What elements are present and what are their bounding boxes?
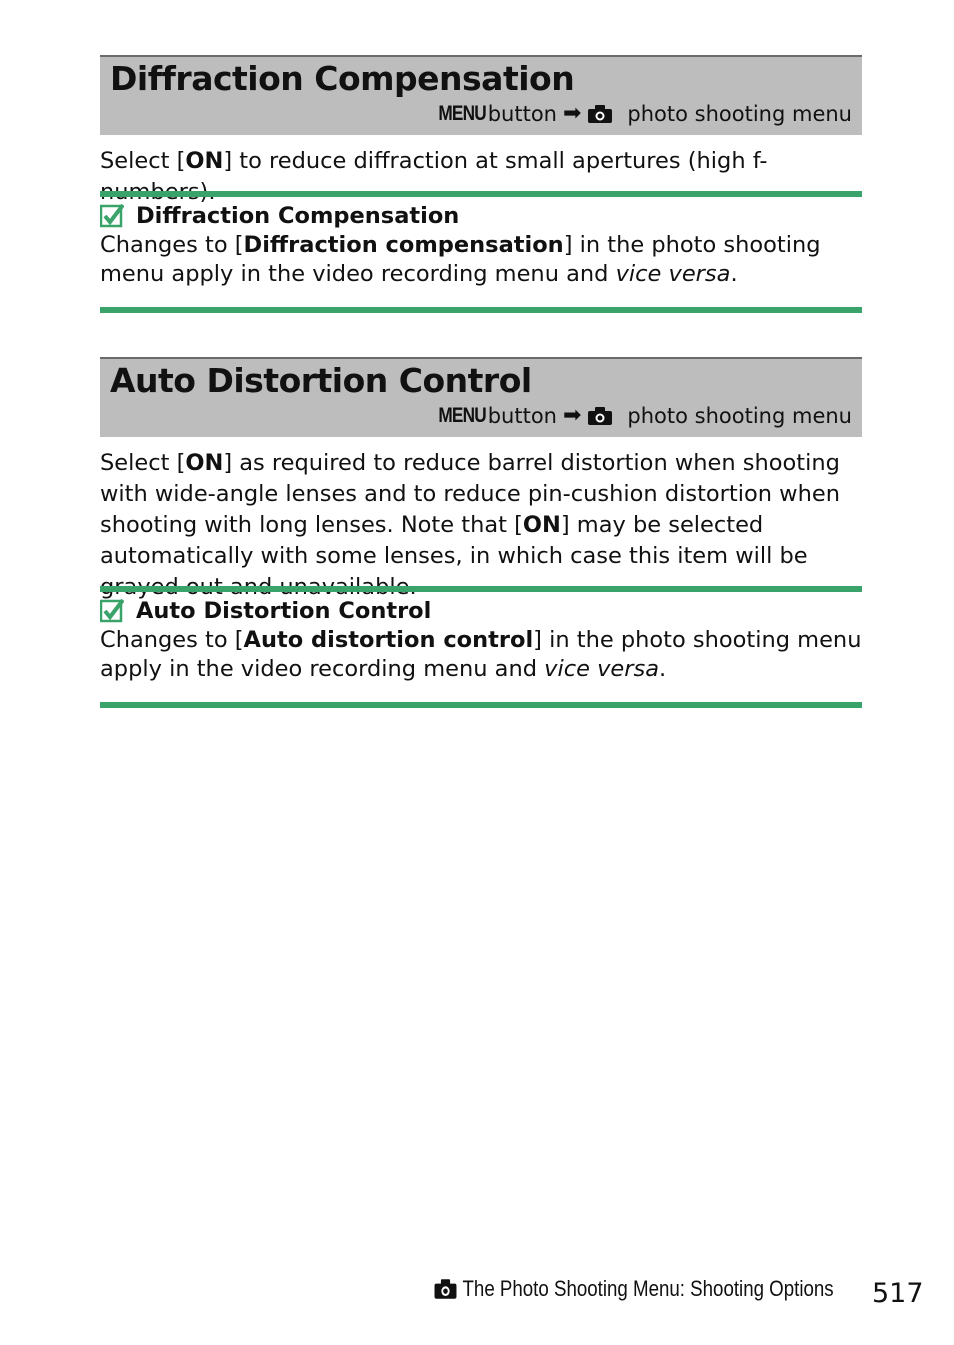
camera-icon	[587, 104, 613, 124]
text-run: ] to reduce diffraction at small apertures (high f-numbers).	[100, 148, 768, 205]
note-text	[100, 626, 870, 684]
note-title-text: Diffraction Compensation	[136, 203, 460, 229]
italic-text: vice versa	[544, 656, 660, 682]
text-run: .	[730, 261, 738, 287]
italic-text: vice versa	[615, 261, 731, 287]
camera-icon	[587, 406, 613, 426]
bold-text: ON	[185, 148, 224, 174]
note-box	[100, 191, 862, 313]
section-header-diffraction	[100, 55, 862, 135]
bold-text: Diffraction compensation	[243, 232, 564, 258]
menu-button-text: button	[487, 403, 557, 428]
footer-chapter	[434, 1276, 834, 1302]
note-title	[100, 598, 431, 624]
chapter-title: The Photo Shooting Menu: Shooting Options	[462, 1276, 834, 1301]
section-body	[100, 448, 870, 603]
note-box	[100, 586, 862, 708]
right-arrow-icon: ➡	[562, 101, 582, 126]
camera-icon	[434, 1278, 458, 1300]
text-run: ] may be selected automatically with some lenses, in which case this item will be grayed out and unavailable.	[100, 512, 808, 600]
text-run: ] in the photo shooting menu apply in the video recording menu and	[100, 627, 862, 682]
menu-button-text: button	[487, 101, 557, 126]
menu-location: photo shooting menu	[627, 101, 852, 126]
bold-text: Auto distortion control	[243, 627, 534, 653]
note-title	[100, 203, 459, 229]
bold-text: ON	[185, 450, 224, 476]
bold-text: ON	[522, 512, 561, 538]
note-text	[100, 231, 870, 289]
right-arrow-icon: ➡	[562, 403, 582, 428]
note-title-text: Auto Distortion Control	[136, 598, 432, 624]
section-header-distortion	[100, 357, 862, 437]
check-icon	[100, 204, 124, 228]
check-icon	[100, 599, 124, 623]
text-run: .	[659, 656, 667, 682]
menu-path	[428, 101, 852, 126]
section-title: Diffraction Compensation	[110, 59, 575, 98]
menu-button-label: MENU	[438, 101, 486, 125]
text-run: Changes to [	[100, 232, 244, 258]
text-run: Select [	[100, 450, 186, 476]
section-title: Auto Distortion Control	[110, 361, 532, 400]
text-run: Changes to [	[100, 627, 244, 653]
menu-button-label: MENU	[438, 403, 486, 427]
menu-location: photo shooting menu	[627, 403, 852, 428]
menu-path	[428, 403, 852, 428]
text-run: ] as required to reduce barrel distortion when shooting with wide-angle lenses and to reduce pin-cushion distortion when shooting with long lenses. Note that [	[100, 450, 840, 538]
text-run: Select [	[100, 148, 186, 174]
text-run: ] in the photo shooting menu apply in the video recording menu and	[100, 232, 821, 287]
page-number: 517	[872, 1278, 924, 1309]
